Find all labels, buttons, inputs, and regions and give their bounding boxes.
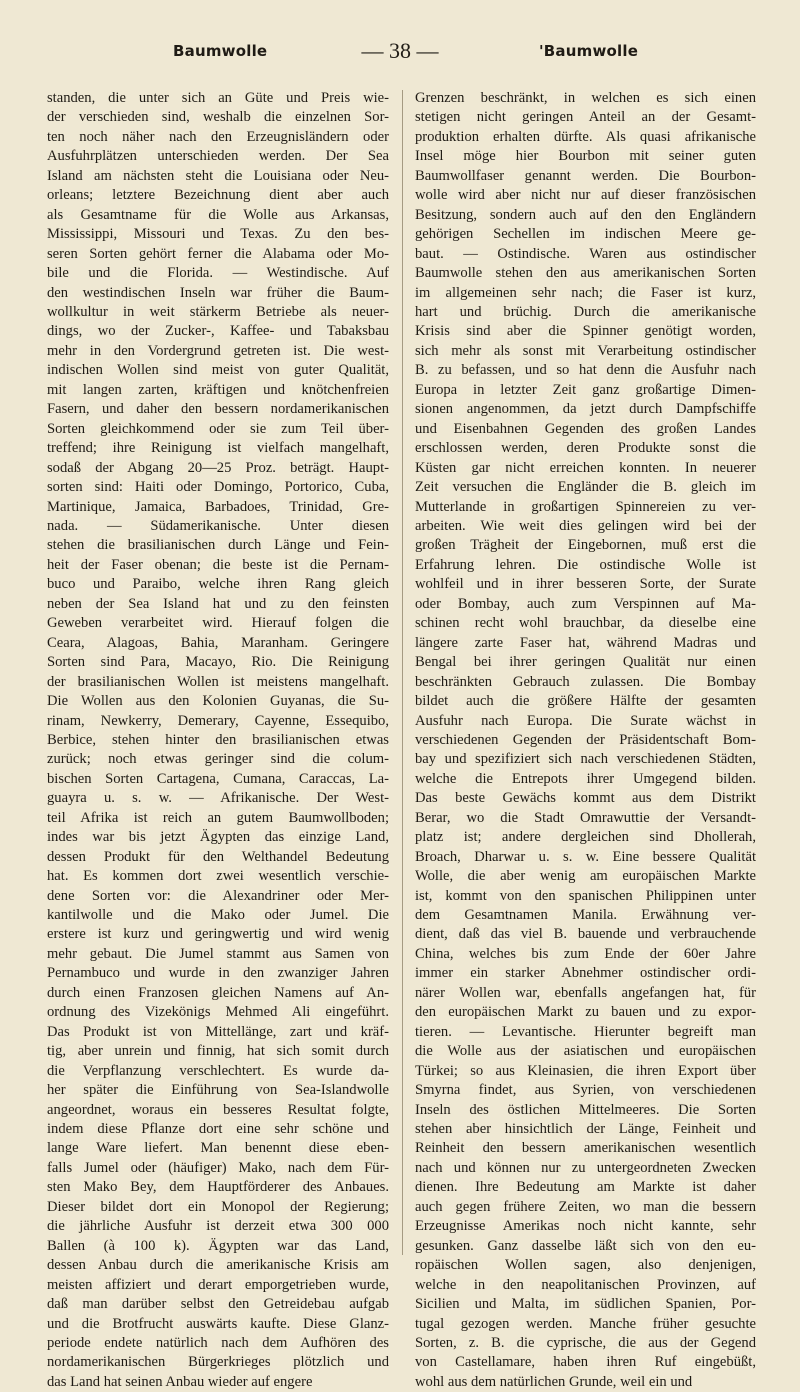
text-line: Berar, wo die Stadt Omrawuttie der Versandt- bbox=[415, 809, 756, 826]
text-line: Küsten gar nicht erreichen konnten. In neuerer bbox=[415, 459, 756, 476]
running-head bbox=[0, 38, 800, 68]
text-line: falls Jumel oder (häufiger) Mako, nach dem Für- bbox=[47, 1159, 389, 1176]
text-line: auch gegen frühere Zeiten, wo man die bessern bbox=[415, 1198, 756, 1215]
text-line: und Eisenbahnen Gegenden des großen Landes bbox=[415, 420, 756, 437]
text-line: verschiedenen Gegenden der Präsidentschaft Bom- bbox=[415, 731, 756, 748]
text-line: kantilwolle und die Mako oder Jumel. Die bbox=[47, 907, 389, 924]
text-line: erschlossen werden, deren Produkte sonst die bbox=[415, 440, 756, 457]
text-line: schinen recht wohl brauchbar, da dieselbe eine bbox=[415, 615, 756, 632]
text-line: Das beste Gewächs kommt aus dem Distrikt bbox=[415, 790, 756, 807]
text-line: produktion erhalten dürfte. Als quasi afrikanische bbox=[415, 128, 756, 145]
text-line: Berbice, stehen hinter den brasilianischen etwas bbox=[47, 731, 389, 748]
column-divider bbox=[402, 90, 403, 1255]
text-line: Reinheit den bessern amerikanischen wesentlich bbox=[415, 1140, 756, 1157]
text-line: Grenzen beschränkt, in welchen es sich einen bbox=[415, 90, 756, 106]
text-line: tieren. — Levantische. Hierunter begreift man bbox=[415, 1023, 756, 1040]
text-line: Ballen (à 100 k). Ägypten war das Land, bbox=[47, 1237, 389, 1254]
text-line: angeordnet, woraus ein besseres Resultat folgte, bbox=[47, 1101, 389, 1118]
text-line: ropäischen Wollen sagen, also denjenigen, bbox=[415, 1257, 756, 1274]
text-line: welche die Entrepots ihrer Umgegend bilden. bbox=[415, 770, 756, 787]
text-line: dings, wo der Zucker-, Kaffee- und Tabaksbau bbox=[47, 323, 389, 340]
text-line: sionen angenommen, da jetzt durch Dampfschiffe bbox=[415, 401, 756, 418]
text-line: als Gesamtname für die Wolle aus Arkansas, bbox=[47, 206, 389, 223]
text-line: nordamerikanischen Bürgerkrieges plötzlich und bbox=[47, 1354, 389, 1371]
text-line: Sorten sind Para, Macayo, Rio. Die Reinigung bbox=[47, 654, 389, 671]
text-line: nach und können nur zu untergeordneten Zwecken bbox=[415, 1159, 756, 1176]
text-line: erstere ist kurz und geringwertig und wird wenig bbox=[47, 926, 389, 943]
text-line: Bengal bei ihrer geringen Qualität nur einen bbox=[415, 654, 756, 671]
text-line: Besitzung, sondern auch auf den den Engländern bbox=[415, 206, 756, 223]
text-line: gehörigen Sechellen im indischen Meere ge- bbox=[415, 226, 756, 243]
text-line: hat. Es kommen dort zwei wesentlich verschie- bbox=[47, 868, 389, 885]
right-text-column bbox=[415, 89, 756, 1392]
text-line: stetigen nicht geringen Anteil an der Gesamt- bbox=[415, 109, 756, 126]
text-line: sodaß der Abgang 20—25 Proz. beträgt. Haupt- bbox=[47, 459, 389, 476]
text-line: hart und brüchig. Durch die amerikanische bbox=[415, 303, 756, 320]
text-line: Pernambuco und wurde in den zwanziger Jahren bbox=[47, 965, 389, 982]
text-line: Geweben verarbeitet wird. Hierauf folgen die bbox=[47, 615, 389, 632]
text-line: dessen Produkt für den Welthandel Bedeutung bbox=[47, 848, 389, 865]
text-line: guayra u. s. w. — Afrikanische. Der West- bbox=[47, 790, 389, 807]
text-line: teil Afrika ist reich an gutem Baumwollboden; bbox=[47, 809, 389, 826]
text-line: Zeit versuchen die Engländer die B. gleich im bbox=[415, 479, 756, 496]
text-line: dem Gesamtnamen Manila. Erwähnung ver- bbox=[415, 907, 756, 924]
text-line: die jährliche Ausfuhr ist derzeit etwa 300 000 bbox=[47, 1218, 389, 1235]
text-line: arbeiten. Wie weit dies gelingen wird bei der bbox=[415, 517, 756, 534]
text-line: Mutterlande in großartigen Spinnereien zu ver- bbox=[415, 498, 756, 515]
text-line: dienen. Ihre Bedeutung am Markte ist daher bbox=[415, 1179, 756, 1196]
text-line: das Land hat seinen Anbau wieder auf engere bbox=[47, 1373, 313, 1390]
text-line: Fasern, und daher den bessern nordamerikanischen bbox=[47, 401, 389, 418]
text-line: sten Mako Bey, dem Hauptförderer des Anbaues. bbox=[47, 1179, 389, 1196]
text-line: stehen aber hinsichtlich der Länge, Feinheit und bbox=[415, 1121, 756, 1138]
text-line: Inseln des östlichen Mittelmeeres. Die Sorten bbox=[415, 1101, 756, 1118]
text-line: tig, aber unrein und finnig, hat sich somit durch bbox=[47, 1043, 389, 1060]
text-line: Erzeugnisse Amerikas noch nicht kannte, sehr bbox=[415, 1218, 756, 1235]
text-line: Erfahrung lehren. Die ostindische Wolle ist bbox=[415, 556, 756, 573]
text-line: immer ein starker Abnehmer ostindischer ordi- bbox=[415, 965, 756, 982]
text-line: orleans; letztere Bezeichnung dient aber auch bbox=[47, 187, 389, 204]
text-line: platz ist; andere dergleichen sind Dhollerah, bbox=[415, 829, 756, 846]
text-line: meisten affiziert und derart emporgetrieben wurde, bbox=[47, 1276, 389, 1293]
text-line: Türkei; so aus Kleinasien, die ihren Export über bbox=[415, 1062, 756, 1079]
text-line: nada. — Südamerikanische. Unter diesen bbox=[47, 517, 389, 534]
text-line: mit langen zarten, kräftigen und knötchenfreien bbox=[47, 381, 389, 398]
text-line: ist, kommt von den spanischen Philippinen unter bbox=[415, 887, 756, 904]
text-line: der brasilianischen Wollen ist meistens mangelhaft. bbox=[47, 673, 389, 690]
text-line: längere zarte Faser hat, während Madras und bbox=[415, 634, 756, 651]
text-line: Ausfuhr nach Europa. Die Surate wächst in bbox=[415, 712, 756, 729]
text-line: Ausfuhrplätzen unterschieden werden. Der Sea bbox=[47, 148, 389, 165]
text-line: den europäischen Markt zu bauen und zu expor- bbox=[415, 1004, 756, 1021]
text-line: daß man darüber selbst den Getreidebau aufgab bbox=[47, 1296, 389, 1313]
text-line: von Castellamare, haben ihren Ruf eingebüßt, bbox=[415, 1354, 756, 1371]
page-number: — 38 — bbox=[361, 38, 439, 63]
text-line: periode endete natürlich nach dem Aufhören des bbox=[47, 1335, 389, 1351]
text-line: baut. — Ostindische. Waren aus ostindischer bbox=[415, 245, 756, 262]
text-line: mehr in den Vordergrund getreten ist. Die west- bbox=[47, 342, 389, 359]
text-line: Sicilien und Malta, im südlichen Spanien, Por- bbox=[415, 1296, 756, 1313]
text-line: die Wolle aus der asiatischen und europäischen bbox=[415, 1043, 756, 1060]
text-line: im allgemeinen sehr nach; die Faser ist kurz, bbox=[415, 284, 756, 301]
text-line: heit der Faser obenan; die beste ist die Pernam- bbox=[47, 556, 389, 573]
text-line: Ceara, Alagoas, Bahia, Maranham. Geringere bbox=[47, 634, 389, 651]
text-line: wohl aus dem natürlichen Grunde, weil ein und bbox=[415, 1373, 693, 1390]
text-line: den westindischen Inseln war früher die Baum- bbox=[47, 284, 389, 301]
text-line: Sorten, z. B. die cyprische, die aus der Gegend bbox=[415, 1335, 756, 1351]
text-line: dessen Anbau durch die amerikanische Krisis am bbox=[47, 1257, 389, 1274]
text-line: wohlfeil und in ihrer besseren Sorte, der Surate bbox=[415, 576, 756, 593]
text-line: wollkultur in weit stärkerm Betriebe als neuer- bbox=[47, 303, 389, 320]
text-line: Sorten gleichkommend oder sie zum Teil über- bbox=[47, 420, 389, 437]
text-line: treffend; ihre Reinigung ist vielfach mangelhaft, bbox=[47, 440, 389, 457]
text-line: Europa in letzter Zeit ganz großartige Dimen- bbox=[415, 381, 756, 398]
text-line: B. zu befassen, und so hat denn die Ausfuhr nach bbox=[415, 362, 756, 379]
header-right-title: 'Baumwolle bbox=[539, 42, 639, 60]
text-line: Baumwolle stehen den aus amerikanischen Sorten bbox=[415, 265, 756, 282]
text-line: zurück; noch etwas geringer sind die colum- bbox=[47, 751, 389, 768]
text-line: dene Sorten vor: die Alexandriner oder Mer- bbox=[47, 887, 389, 904]
text-line: stehen die brasilianischen durch Länge und Fein- bbox=[47, 537, 389, 554]
text-line: lange Ware liefert. Man benennt diese eben- bbox=[47, 1140, 389, 1157]
text-line: närer Wollen war, ebenfalls angefangen hat, für bbox=[415, 984, 756, 1001]
text-line: welche in den neapolitanischen Provinzen, auf bbox=[415, 1276, 756, 1293]
text-line: China, welches bis zum Ende der 60er Jahre bbox=[415, 945, 756, 962]
text-line: beschränkten Gebrauch zulassen. Die Bombay bbox=[415, 673, 756, 690]
text-line: gesunken. Ganz dasselbe läßt sich von den eu- bbox=[415, 1237, 756, 1254]
text-line: Mississippi, Missouri und Texas. Zu den bes- bbox=[47, 226, 389, 243]
text-line: Smyrna findet, aus Syrien, von verschiedenen bbox=[415, 1082, 756, 1099]
text-line: Insel möge hier Bourbon mit seiner guten bbox=[415, 148, 756, 165]
text-line: und die Brotfrucht auswärts kaufte. Diese Glanz- bbox=[47, 1315, 389, 1332]
text-line: Dieser bildet dort ein Monopol der Regierung; bbox=[47, 1198, 389, 1215]
text-line: bay und spezifiziert sich nach verschiedenen Städten, bbox=[415, 751, 756, 768]
header-left-title: Baumwolle bbox=[173, 42, 268, 60]
text-line: durch einen Franzosen gleichen Namens auf An- bbox=[47, 984, 389, 1001]
text-line: Wolle, die aber wenig am europäischen Markte bbox=[415, 868, 756, 885]
text-line: großen Trägheit der Eingebornen, muß erst die bbox=[415, 537, 756, 554]
text-line: die Verpflanzung verschlechtert. Es wurde da- bbox=[47, 1062, 389, 1079]
text-line: Krisis sind aber die Spinner genötigt worden, bbox=[415, 323, 756, 340]
text-line: ordnung des Vizekönigs Mehmed Ali eingeführt. bbox=[47, 1004, 389, 1021]
text-line: indischen Wollen sind meist von guter Qualität, bbox=[47, 362, 389, 379]
text-line: bischen Sorten Cartagena, Cumana, Caraccas, La- bbox=[47, 770, 389, 787]
text-line: mehr gebaut. Die Jumel stammt aus Samen von bbox=[47, 945, 389, 962]
text-line: ten noch näher nach den Erzeugnisländern oder bbox=[47, 128, 389, 145]
text-line: Das Produkt ist von Mittellänge, zart und kräf- bbox=[47, 1023, 389, 1040]
text-line: Broach, Dharwar u. s. w. Eine bessere Qualität bbox=[415, 848, 756, 865]
text-line: indem diese Pflanze dort eine sehr schöne und bbox=[47, 1121, 389, 1138]
text-line: Die Wollen aus den Kolonien Guyanas, die Su- bbox=[47, 693, 389, 710]
text-line: tugal gezogen werden. Manche früher gesuchte bbox=[415, 1315, 756, 1332]
text-line: buco und Paraibo, welche ihren Rang gleich bbox=[47, 576, 389, 593]
text-line: der verschieden sind, weshalb die einzelnen Sor- bbox=[47, 109, 389, 126]
text-line: sorten sind: Haiti oder Domingo, Portorico, Cuba, bbox=[47, 479, 389, 496]
text-line: sich mehr als sonst mit Verarbeitung ostindischer bbox=[415, 342, 756, 359]
text-line: neben der Sea Island hat und zu den feinsten bbox=[47, 595, 389, 612]
text-line: wolle wird aber nicht nur auf dieser französischen bbox=[415, 187, 756, 204]
text-line: Island am nächsten steht die Louisiana oder Neu- bbox=[47, 167, 389, 184]
text-line: bile und die Florida. — Westindische. Auf bbox=[47, 265, 389, 282]
text-line: her später die Einführung von Sea-Islandwolle bbox=[47, 1082, 389, 1099]
text-line: indes war bis jetzt Ägypten das einzige Land, bbox=[47, 829, 389, 846]
text-line: bildet auch die größere Hälfte der gesamten bbox=[415, 693, 756, 710]
text-line: seren Sorten gehört ferner die Alabama oder Mo- bbox=[47, 245, 389, 262]
text-line: dient, daß das viel B. bauende und verbrauchende bbox=[415, 926, 756, 943]
left-text-column bbox=[47, 89, 389, 1392]
text-line: Baumwollfaser genannt werden. Die Bourbon- bbox=[415, 167, 756, 184]
text-line: rinam, Newkerry, Demerary, Cayenne, Essequibo, bbox=[47, 712, 389, 729]
text-line: Martinique, Jamaica, Barbadoes, Trinidad, Gre- bbox=[47, 498, 389, 515]
text-line: standen, die unter sich an Güte und Preis wie- bbox=[47, 90, 389, 106]
text-line: oder Bombay, auch zum Verspinnen auf Ma- bbox=[415, 595, 756, 612]
